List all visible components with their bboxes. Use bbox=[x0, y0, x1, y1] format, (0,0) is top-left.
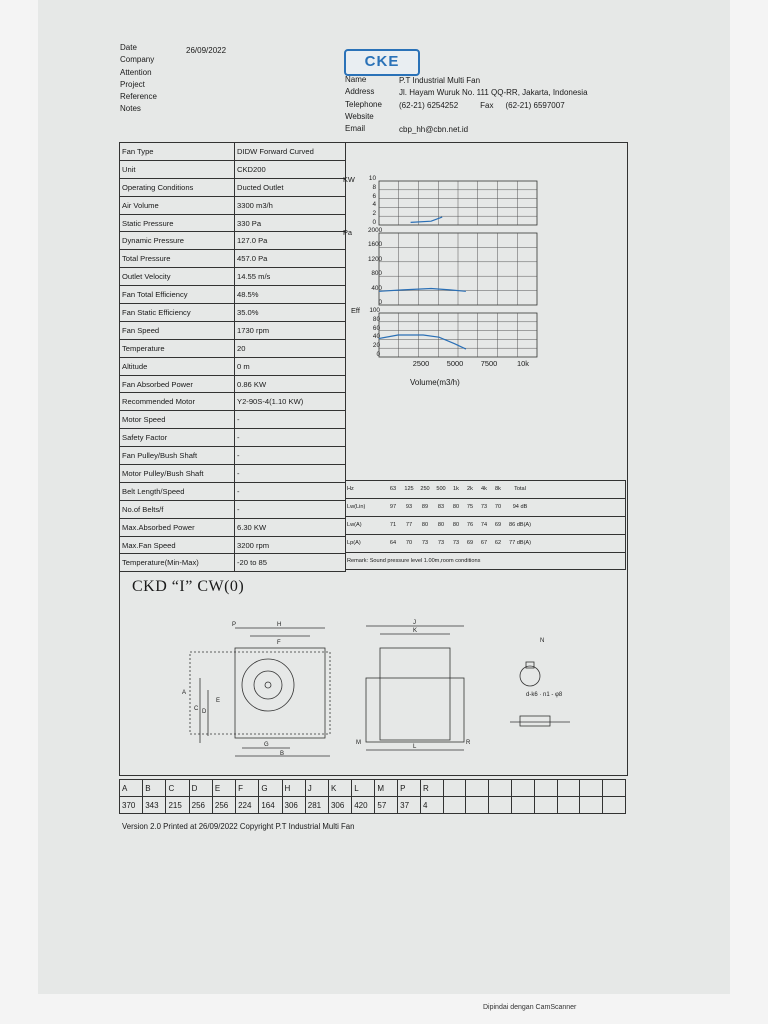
spec-row bbox=[120, 196, 346, 214]
noise-cell: 80 bbox=[421, 522, 429, 529]
noise-cell: 8k bbox=[495, 486, 501, 493]
noise-cell: 93 bbox=[405, 504, 413, 511]
side-frame bbox=[366, 678, 464, 742]
dim-header: R bbox=[420, 780, 443, 797]
noise-data-row bbox=[346, 534, 626, 552]
spec-row bbox=[120, 178, 346, 196]
spec-label: Total Pressure bbox=[120, 250, 235, 268]
spec-value: - bbox=[235, 411, 346, 429]
noise-data-row bbox=[346, 498, 626, 516]
noise-data-row bbox=[346, 516, 626, 534]
spec-label: Fan Type bbox=[120, 143, 235, 161]
shaft-key bbox=[520, 716, 550, 726]
fan-wheel-inner bbox=[254, 671, 282, 699]
label-m: M bbox=[356, 740, 361, 746]
y-tick-label: 80 bbox=[372, 315, 380, 323]
noise-cell: 80 bbox=[437, 522, 445, 529]
dim-header: C bbox=[166, 780, 189, 797]
company-telephone: (62-21) 6254252 bbox=[399, 100, 459, 110]
spec-row bbox=[120, 429, 346, 447]
spec-label: Air Volume bbox=[120, 196, 235, 214]
chart-series-pa bbox=[379, 289, 466, 292]
x-tick-label: 10k bbox=[517, 359, 529, 368]
noise-cell: 69 bbox=[494, 522, 502, 529]
dim-value: 37 bbox=[398, 797, 421, 814]
spec-value: 35.0% bbox=[235, 304, 346, 322]
pa-axis-label: Pa bbox=[343, 228, 353, 237]
spec-label: Fan Absorbed Power bbox=[120, 375, 235, 393]
spec-value: 0 m bbox=[235, 357, 346, 375]
spec-row bbox=[120, 250, 346, 268]
dim-value bbox=[443, 797, 466, 814]
noise-cell: 250 bbox=[420, 486, 430, 493]
noise-cell: 77 dB(A) bbox=[508, 540, 532, 547]
noise-cell: 94 dB bbox=[512, 504, 528, 511]
dim-header bbox=[557, 780, 580, 797]
label-l: L bbox=[413, 744, 417, 750]
spec-row bbox=[120, 143, 346, 161]
spec-value: 330 Pa bbox=[235, 214, 346, 232]
footer-version: Version 2.0 Printed at 26/09/2022 Copyright P.T Industrial Multi Fan bbox=[122, 822, 355, 831]
noise-cell: 75 bbox=[466, 504, 474, 511]
dim-value bbox=[603, 797, 626, 814]
address-label: Address bbox=[345, 87, 375, 97]
chart-plot-area bbox=[378, 180, 540, 358]
y-tick-label: 60 bbox=[372, 324, 380, 332]
dim-header: D bbox=[189, 780, 212, 797]
spec-row bbox=[120, 554, 346, 572]
y-tick-label: 2000 bbox=[368, 227, 383, 234]
dim-header: P bbox=[398, 780, 421, 797]
label-r: R bbox=[466, 740, 471, 746]
y-tick-label: 0 bbox=[378, 299, 382, 306]
dim-value bbox=[580, 797, 603, 814]
y-tick-label: 10 bbox=[368, 175, 376, 182]
spec-value: 14.55 m/s bbox=[235, 268, 346, 286]
label-keyway: d-k6 · n1 - φ8 bbox=[526, 692, 563, 698]
dim-value: 256 bbox=[189, 797, 212, 814]
y-tick-label: 2 bbox=[372, 210, 376, 218]
spec-label: Outlet Velocity bbox=[120, 268, 235, 286]
dim-header: E bbox=[212, 780, 235, 797]
project-label: Project bbox=[120, 79, 145, 89]
spec-value: Ducted Outlet bbox=[235, 178, 346, 196]
noise-cell: 2k bbox=[467, 486, 473, 493]
header-right-values bbox=[399, 75, 588, 136]
dim-value: 4 bbox=[420, 797, 443, 814]
spec-table bbox=[119, 142, 346, 572]
label-g: G bbox=[264, 742, 269, 748]
company-label: Company bbox=[120, 55, 155, 65]
spec-row bbox=[120, 339, 346, 357]
noise-cell: 73 bbox=[452, 540, 460, 547]
noise-cell: 76 bbox=[466, 522, 474, 529]
spec-label: No.of Belts/f bbox=[120, 500, 235, 518]
dim-value: 281 bbox=[305, 797, 328, 814]
noise-hz-row bbox=[346, 481, 626, 499]
spec-value: 3300 m3/h bbox=[235, 196, 346, 214]
label-p: P bbox=[232, 622, 237, 628]
noise-cell: 63 bbox=[389, 486, 397, 493]
label-c: C bbox=[194, 706, 199, 712]
x-tick-label: 5000 bbox=[446, 359, 464, 368]
noise-cell: 80 bbox=[452, 522, 460, 529]
spec-row bbox=[120, 536, 346, 554]
noise-cell: 80 bbox=[452, 504, 460, 511]
noise-row-label: Lw(A) bbox=[347, 522, 362, 529]
eff-axis-label: Eff bbox=[351, 306, 360, 315]
dim-value: 164 bbox=[259, 797, 282, 814]
chart-series-kw bbox=[411, 217, 443, 222]
spec-label: Fan Total Efficiency bbox=[120, 286, 235, 304]
dimension-drawing bbox=[180, 618, 580, 758]
spec-value: - bbox=[235, 500, 346, 518]
spec-row bbox=[120, 304, 346, 322]
label-f: F bbox=[277, 640, 281, 646]
label-n: N bbox=[540, 638, 545, 644]
noise-cell: 70 bbox=[494, 504, 502, 511]
y-tick-label: 4 bbox=[372, 201, 376, 209]
dim-value: 224 bbox=[236, 797, 259, 814]
front-frame bbox=[190, 652, 330, 734]
noise-row-label: Hz bbox=[347, 486, 354, 493]
dim-header: K bbox=[328, 780, 351, 797]
spec-row bbox=[120, 160, 346, 178]
y-tick-label: 8 bbox=[372, 183, 376, 191]
dim-value: 256 bbox=[212, 797, 235, 814]
name-label: Name bbox=[345, 75, 367, 84]
shaft-center bbox=[265, 682, 271, 688]
noise-row-label: Lp(A) bbox=[347, 540, 361, 547]
noise-cell: 500 bbox=[436, 486, 446, 493]
label-k: K bbox=[413, 628, 418, 634]
spec-value: 1730 rpm bbox=[235, 321, 346, 339]
spec-label: Operating Conditions bbox=[120, 178, 235, 196]
spec-row bbox=[120, 465, 346, 483]
dim-header: G bbox=[259, 780, 282, 797]
spec-row bbox=[120, 447, 346, 465]
spec-label: Max.Fan Speed bbox=[120, 536, 235, 554]
dim-header: H bbox=[282, 780, 305, 797]
dim-value: 57 bbox=[375, 797, 398, 814]
dim-value: 306 bbox=[282, 797, 305, 814]
noise-cell: 67 bbox=[480, 540, 488, 547]
fax-label: Fax bbox=[480, 100, 494, 110]
company-website bbox=[399, 112, 588, 124]
company-address: Jl. Hayam Wuruk No. 111 QQ-RR, Jakarta, Indonesia bbox=[399, 88, 588, 98]
noise-cell: 4k bbox=[481, 486, 487, 493]
spec-value: - bbox=[235, 465, 346, 483]
company-name: P.T Industrial Multi Fan bbox=[399, 76, 481, 85]
dim-header: F bbox=[236, 780, 259, 797]
scanner-watermark: Dipindai dengan CamScanner bbox=[483, 1004, 577, 1011]
spec-label: Temperature bbox=[120, 339, 235, 357]
drawing-letters bbox=[182, 620, 563, 757]
spec-row bbox=[120, 268, 346, 286]
company-fax: (62-21) 6597007 bbox=[505, 100, 565, 110]
noise-cell: 64 bbox=[389, 540, 397, 547]
noise-remark-row bbox=[346, 552, 626, 570]
spec-row bbox=[120, 393, 346, 411]
telephone-label: Telephone bbox=[345, 99, 382, 109]
dim-header bbox=[534, 780, 557, 797]
spec-row bbox=[120, 375, 346, 393]
dim-value: 306 bbox=[328, 797, 351, 814]
spec-row bbox=[120, 411, 346, 429]
noise-cell: 125 bbox=[404, 486, 414, 493]
noise-remark: Remark: Sound pressure level 1.00m,room conditions bbox=[346, 552, 626, 570]
y-tick-label: 800 bbox=[371, 270, 382, 278]
y-tick-label: 20 bbox=[372, 342, 380, 350]
fan-wheel-outer bbox=[242, 659, 294, 711]
spec-label: Fan Pulley/Bush Shaft bbox=[120, 447, 235, 465]
shaft-section bbox=[520, 666, 540, 686]
email-label: Email bbox=[345, 124, 366, 134]
noise-row-label: Lw(Lin) bbox=[347, 504, 366, 511]
spec-value: 48.5% bbox=[235, 286, 346, 304]
dim-header bbox=[443, 780, 466, 797]
label-h: H bbox=[277, 622, 282, 628]
noise-cell: 69 bbox=[466, 540, 474, 547]
spec-label: Dynamic Pressure bbox=[120, 232, 235, 250]
dims-header-row bbox=[120, 780, 626, 797]
spec-row bbox=[120, 500, 346, 518]
noise-cell: 77 bbox=[405, 522, 413, 529]
spec-label: Motor Pulley/Bush Shaft bbox=[120, 465, 235, 483]
dim-value: 343 bbox=[143, 797, 166, 814]
notes-label: Notes bbox=[120, 104, 141, 114]
spec-value: - bbox=[235, 482, 346, 500]
spec-label: Static Pressure bbox=[120, 214, 235, 232]
y-tick-label: 0 bbox=[376, 351, 380, 358]
y-tick-label: 6 bbox=[372, 192, 376, 200]
date-value: 26/09/2022 bbox=[186, 46, 227, 55]
spec-label: Fan Speed bbox=[120, 321, 235, 339]
y-tick-label: 100 bbox=[369, 307, 380, 314]
noise-cell: Total bbox=[514, 486, 526, 493]
spec-label: Altitude bbox=[120, 357, 235, 375]
noise-cell: 89 bbox=[421, 504, 429, 511]
front-view bbox=[190, 628, 330, 756]
dim-header: M bbox=[375, 780, 398, 797]
noise-cell: 73 bbox=[421, 540, 429, 547]
x-axis-title: Volume(m3/h) bbox=[410, 378, 460, 387]
label-a: A bbox=[182, 690, 187, 696]
dim-value: 420 bbox=[352, 797, 375, 814]
noise-cell: 73 bbox=[480, 504, 488, 511]
noise-cell: 83 bbox=[437, 504, 445, 511]
spec-value: 6.30 KW bbox=[235, 518, 346, 536]
side-housing bbox=[380, 648, 450, 740]
reference-label: Reference bbox=[120, 92, 157, 102]
key bbox=[526, 662, 534, 668]
y-tick-label: 1600 bbox=[368, 241, 383, 249]
dim-header bbox=[489, 780, 512, 797]
header-right-labels bbox=[345, 74, 382, 135]
y-tick-label: 400 bbox=[371, 284, 382, 292]
spec-value: -20 to 85 bbox=[235, 554, 346, 572]
noise-cell: 97 bbox=[389, 504, 397, 511]
spec-label: Belt Length/Speed bbox=[120, 482, 235, 500]
label-b: B bbox=[280, 751, 285, 757]
spec-label: Fan Static Efficiency bbox=[120, 304, 235, 322]
date-label: Date bbox=[120, 43, 137, 52]
dim-header bbox=[580, 780, 603, 797]
spec-row bbox=[120, 482, 346, 500]
x-tick-label: 2500 bbox=[412, 359, 430, 368]
dim-header bbox=[603, 780, 626, 797]
dim-value bbox=[466, 797, 489, 814]
spec-row bbox=[120, 214, 346, 232]
spec-value: 457.0 Pa bbox=[235, 250, 346, 268]
y-tick-label: 0 bbox=[372, 219, 376, 226]
spec-row bbox=[120, 518, 346, 536]
label-e: E bbox=[216, 698, 221, 704]
spec-label: Motor Speed bbox=[120, 411, 235, 429]
company-email: cbp_hh@cbn.net.id bbox=[399, 125, 469, 135]
spec-label: Unit bbox=[120, 160, 235, 178]
kw-axis-label: KW bbox=[343, 175, 355, 184]
attention-label: Attention bbox=[120, 67, 152, 77]
dim-value bbox=[489, 797, 512, 814]
phone-fax-line bbox=[399, 100, 588, 112]
dim-header: L bbox=[352, 780, 375, 797]
spec-value: 3200 rpm bbox=[235, 536, 346, 554]
dims-value-row bbox=[120, 797, 626, 814]
noise-cell: 1k bbox=[453, 486, 459, 493]
label-j: J bbox=[413, 620, 416, 626]
website-label: Website bbox=[345, 111, 374, 121]
spec-value: 20 bbox=[235, 339, 346, 357]
dim-value: 215 bbox=[166, 797, 189, 814]
dim-value: 370 bbox=[120, 797, 143, 814]
spec-row bbox=[120, 321, 346, 339]
header-left-labels bbox=[120, 42, 157, 116]
dim-value bbox=[557, 797, 580, 814]
y-tick-label: 40 bbox=[372, 333, 380, 341]
dim-header bbox=[512, 780, 535, 797]
noise-table bbox=[345, 480, 626, 570]
spec-label: Safety Factor bbox=[120, 429, 235, 447]
label-d: D bbox=[202, 709, 207, 715]
x-tick-label: 7500 bbox=[480, 359, 498, 368]
dim-header bbox=[466, 780, 489, 797]
y-tick-label: 1200 bbox=[368, 255, 383, 263]
drawing-title: CKD “I” CW(0) bbox=[132, 578, 245, 595]
dim-value bbox=[534, 797, 557, 814]
spec-value: - bbox=[235, 429, 346, 447]
company-logo: CKE bbox=[344, 49, 420, 76]
noise-cell: 74 bbox=[480, 522, 488, 529]
spec-row bbox=[120, 232, 346, 250]
spec-label: Max.Absorbed Power bbox=[120, 518, 235, 536]
spec-row bbox=[120, 286, 346, 304]
noise-cell: 71 bbox=[389, 522, 397, 529]
noise-cell: 70 bbox=[405, 540, 413, 547]
spec-value: - bbox=[235, 447, 346, 465]
noise-cell: 73 bbox=[437, 540, 445, 547]
chart-series-eff bbox=[379, 335, 466, 349]
dim-header: B bbox=[143, 780, 166, 797]
spec-value: Y2-90S-4(1.10 KW) bbox=[235, 393, 346, 411]
dim-value bbox=[512, 797, 535, 814]
spec-value: DIDW Forward Curved bbox=[235, 143, 346, 161]
noise-cell: 62 bbox=[494, 540, 502, 547]
spec-row bbox=[120, 357, 346, 375]
side-view bbox=[366, 626, 464, 750]
dim-header: J bbox=[305, 780, 328, 797]
spec-label: Recommended Motor bbox=[120, 393, 235, 411]
spec-label: Temperature(Min-Max) bbox=[120, 554, 235, 572]
dim-header: A bbox=[120, 780, 143, 797]
dimensions-table bbox=[119, 779, 626, 814]
noise-cell: 86 dB(A) bbox=[508, 522, 532, 529]
spec-value: 127.0 Pa bbox=[235, 232, 346, 250]
spec-value: 0.86 KW bbox=[235, 375, 346, 393]
spec-value: CKD200 bbox=[235, 160, 346, 178]
